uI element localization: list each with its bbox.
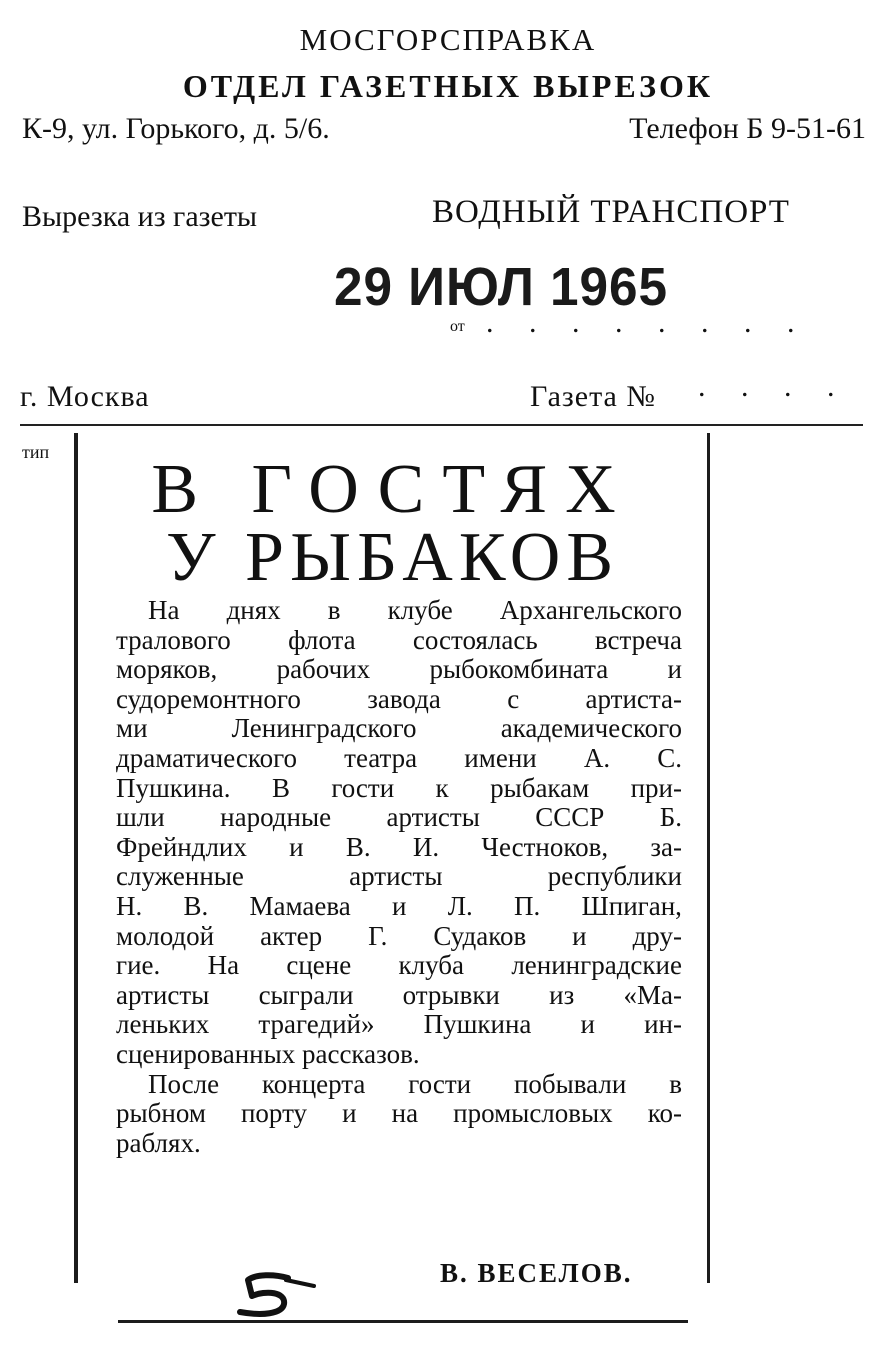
article-line: После концерта гости побывали в	[148, 1068, 682, 1099]
newspaper-clipping	[74, 433, 710, 1283]
article-line: сценированных рассказов.	[116, 1038, 420, 1069]
issue-dotted-line: . . . .	[698, 370, 849, 403]
article-line: Н. В. Мамаева и Л. П. Шпиган,	[116, 890, 682, 921]
bottom-divider	[118, 1320, 688, 1323]
article-line: На днях в клубе Архангельского	[148, 595, 682, 625]
date-dotted-line: . . . . . . . .	[486, 306, 809, 339]
date-stamp: 29 ИЮЛ 1965	[334, 257, 668, 317]
article-body	[116, 596, 682, 1158]
type-label: тип	[22, 442, 50, 462]
address: К-9, ул. Горького, д. 5/6.	[22, 112, 330, 145]
cut-label: Вырезка из газеты	[22, 200, 258, 233]
article-line: молодой актер Г. Судаков и дру-	[116, 920, 682, 951]
header-divider	[20, 424, 863, 426]
article-line: леньких трагедий» Пушкина и ин-	[116, 1009, 682, 1040]
headline-line-2: У РЫБАКОВ	[165, 519, 620, 596]
article-line: ми Ленинградского академического	[116, 713, 682, 744]
article-line: гие. На сцене клуба ленинградские	[116, 950, 682, 981]
date-prefix: от	[450, 318, 465, 335]
article-line: шли народные артисты СССР Б.	[116, 802, 682, 833]
article-line: судоремонтного завода с артиста-	[116, 683, 682, 714]
article-line: драматического театра имени А. С.	[116, 742, 682, 773]
article-line: рыбном порту и на промысловых ко-	[116, 1098, 682, 1129]
article-line: Фрейндлих и В. И. Честноков, за-	[116, 831, 682, 862]
org-name: МОСГОРСПРАВКА	[299, 22, 597, 57]
article-line: раблях.	[116, 1127, 201, 1158]
department-name: ОТДЕЛ ГАЗЕТНЫХ ВЫРЕЗОК	[182, 68, 714, 104]
article-line: Пушкина. В гости к рыбакам при-	[116, 772, 682, 803]
article-line: артисты сыграли отрывки из «Ма-	[116, 979, 682, 1010]
article-line: моряков, рабочих рыбокомбината и	[116, 654, 682, 685]
article-author: В. ВЕСЕЛОВ.	[440, 1258, 633, 1288]
handwritten-mark-icon	[226, 1266, 322, 1324]
newspaper-name: ВОДНЫЙ ТРАНСПОРТ	[432, 194, 790, 230]
article-line: тралового флота состоялась встреча	[116, 624, 682, 655]
phone-number: Телефон Б 9-51-61	[629, 112, 866, 145]
article-line: служенные артисты республики	[116, 861, 682, 892]
issue-number-label: Газета №	[530, 380, 656, 413]
headline-line-1: В ГОСТЯХ	[151, 451, 634, 528]
city-label: г. Москва	[20, 380, 150, 413]
